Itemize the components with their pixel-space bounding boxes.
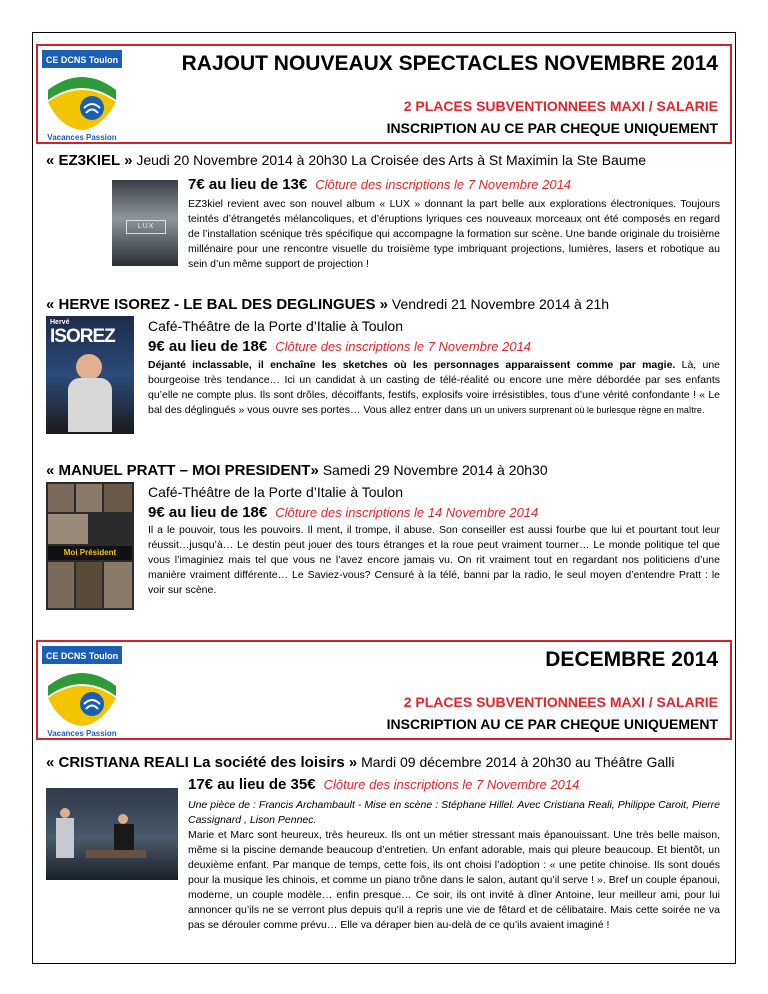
event-title-reali: « CRISTIANA REALI La société des loisirs » Mardi 09 décembre 2014 à 20h30 au Théâtre Galli (46, 754, 675, 771)
subsidy-note: 2 PLACES SUBVENTIONNEES MAXI / SALARIE (403, 98, 718, 114)
registration-note: INSCRIPTION AU CE PAR CHEQUE UNIQUEMENT (386, 716, 718, 732)
svg-text:CE DCNS Toulon: CE DCNS Toulon (45, 651, 119, 661)
ce-dcns-logo (42, 646, 122, 738)
reali-photo (46, 788, 178, 880)
price-pratt: 9€ au lieu de 18€ Clôture des inscriptions le 14 Novembre 2014 (148, 504, 539, 521)
page-title: RAJOUT NOUVEAUX SPECTACLES NOVEMBRE 2014 (181, 52, 718, 75)
svg-text:Vacances Passion: Vacances Passion (47, 133, 117, 142)
section-title-december: DECEMBRE 2014 (545, 648, 718, 671)
ce-dcns-logo (42, 50, 122, 142)
description-reali: Une pièce de : Francis Archambault - Mise en scène : Stéphane Hillel. Avec Cristiana Reali, Philippe Caroit, Pierre Cassignard , Lison Pennec. Marie et Marc sont heureux, très heureux. Ils ont un métier stressant mais épanouissant. Une très belle maison, même si la piscine demande beaucoup d’entretien. Un enfant adorable, mais qui pleure beaucoup. Et bientôt, un deuxième enfant. Par manque de temps, cette fois, ils ont choisi l’adoption : « une petite chinoise. Ils sont doués pour la musique les chinois, et comme un piano trône dans le salon, autant qu’il serve ! ». Bref un couple épanoui, moderne, un couple modèle… enfin presque… Ce soir, ils ont invité à dîner Antoine, leur meilleur ami, pour lui annoncer qu’ils ne se verront plus depuis qu’il a repris une vie de fêtard et de célibataire. Mais cette soirée ne va pas se dérouler comme prévu… Elle va déraper bien au-delà de ce qu’ils avaient imaginé ! (188, 799, 720, 931)
ez3kiel-image: LUX (112, 180, 178, 266)
event-title-ez3kiel: « EZ3KIEL » Jeudi 20 Novembre 2014 à 20h30 La Croisée des Arts à St Maximin la Ste Baume (46, 152, 647, 169)
isorez-poster: Hervé ISOREZ (46, 316, 134, 434)
venue-pratt: Café-Théâtre de la Porte d’Italie à Toulon (148, 484, 404, 500)
description-isorez: Déjanté inclassable, il enchaîne les sketches où les personnages apparaissent comme par magie. Là, une bourgeoise très tendance… Ici un candidat à un casting de télé-réalité ou encore une mère débordée par ses enfants qu’elle ne compte plus. Ils sont drôles, décoiffants, festifs, explosifs voire irrésistibles, tous d’une vérité confondante ! « Le bal des déglingués » vous ouvre ses portes… Vous allez entrer dans un un univers surprenant où le burlesque règne en maître. (148, 359, 720, 416)
header-december (36, 640, 732, 740)
price-reali: 17€ au lieu de 35€ Clôture des inscriptions le 7 Novembre 2014 (188, 776, 580, 793)
price-isorez: 9€ au lieu de 18€ Clôture des inscriptions le 7 Novembre 2014 (148, 338, 532, 355)
subsidy-note: 2 PLACES SUBVENTIONNEES MAXI / SALARIE (403, 694, 718, 710)
svg-text:CE DCNS Toulon: CE DCNS Toulon (45, 55, 119, 65)
price-ez3kiel: 7€ au lieu de 13€ Clôture des inscriptions le 7 Novembre 2014 (188, 176, 572, 193)
pratt-poster: Moi Président (46, 482, 134, 610)
svg-text:Vacances Passion: Vacances Passion (47, 729, 117, 738)
description-pratt: Il a le pouvoir, tous les pouvoirs. Il ment, il trompe, il abuse. Son conseiller est aussi fourbe que lui et pourtant tout leur réussit…jusqu’à… Le destin peut jouer des tours étranges et la roue peut vraiment tourner… Le monde politique tel que vous l’imaginiez mais tel que vous ne l’avez encore jamais vu. On rit vraiment tout en regardant nos politiciens d’une manière vraiment différente… Le Saviez-vous? Censuré à la télé, banni par la radio, le seul moyen d’entendre Pratt : le voir sur scène. (148, 524, 720, 596)
description-ez3kiel: EZ3kiel revient avec son nouvel album « LUX » donnant la part belle aux explorations électroniques. Toujours teintés d’étrangetés mélancoliques, et d’éruptions lyriques ces nouveaux morceaux ont été composés en regard de l’installation scénique très spécifique qui accompagne la formation sur scène. Une bande originale du troisième millénaire pour une rencontre visuelle du troisième type imbriquant projections, lumières, lasers et robotique au sein d’un même support de projection ! (188, 198, 720, 270)
registration-note: INSCRIPTION AU CE PAR CHEQUE UNIQUEMENT (386, 120, 718, 136)
event-title-isorez: « HERVE ISOREZ - LE BAL DES DEGLINGUES » Vendredi 21 Novembre 2014 à 21h (46, 296, 610, 313)
event-title-pratt: « MANUEL PRATT – MOI PRESIDENT» Samedi 29 Novembre 2014 à 20h30 (46, 462, 548, 479)
header-november (36, 44, 732, 144)
venue-isorez: Café-Théâtre de la Porte d’Italie à Toulon (148, 318, 404, 334)
